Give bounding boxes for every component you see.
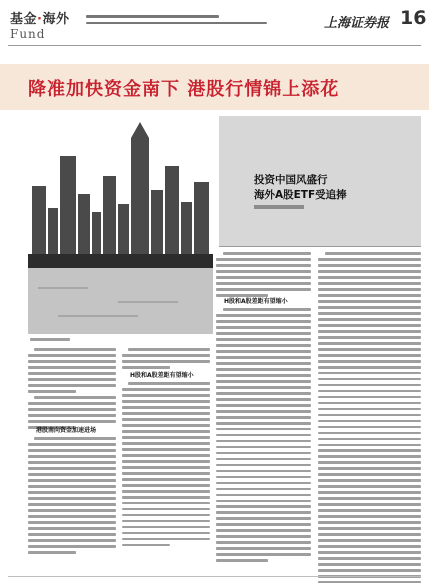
section-name-secondary: 海外 [42, 12, 70, 27]
sidebar-byline [254, 205, 304, 209]
section-separator: · [37, 12, 43, 27]
sidebar-headline-line1: 投资中国风盛行 [254, 174, 328, 186]
left-subhead: 港股南向资金加速进场 [36, 427, 97, 434]
paper-name: 上海证券报 [324, 16, 390, 31]
skyline-photo [28, 116, 213, 334]
article-column-right-middle [216, 252, 311, 297]
article-column-left [28, 348, 116, 429]
sidebar-headline [254, 173, 414, 203]
section-name [10, 8, 69, 27]
section-name-english: Fund [10, 27, 46, 41]
middle-subhead: H股和A股差距有望缩小 [130, 372, 194, 379]
article-column-right-middle-lower [216, 308, 311, 562]
article-column-right [318, 252, 421, 583]
sidebar-headline-line2: 海外A股ETF受追捧 [254, 189, 347, 201]
footer-rule [8, 576, 421, 577]
photo-credit [30, 338, 70, 341]
article-column-middle [122, 348, 210, 369]
masthead [8, 6, 427, 46]
skyline-illustration [28, 116, 213, 334]
headline-band [0, 64, 429, 110]
right-middle-subhead: H股和A股差距有望缩小 [224, 298, 288, 305]
page-number: 16 [400, 7, 427, 29]
section-name-primary: 基金 [10, 12, 38, 27]
article-column-left-lower [28, 437, 116, 554]
sidebar-divider [219, 246, 421, 247]
article-column-middle-lower [122, 382, 210, 546]
issue-info [86, 12, 276, 24]
page-headline: 降准加快资金南下 港股行情锦上添花 [28, 79, 340, 100]
